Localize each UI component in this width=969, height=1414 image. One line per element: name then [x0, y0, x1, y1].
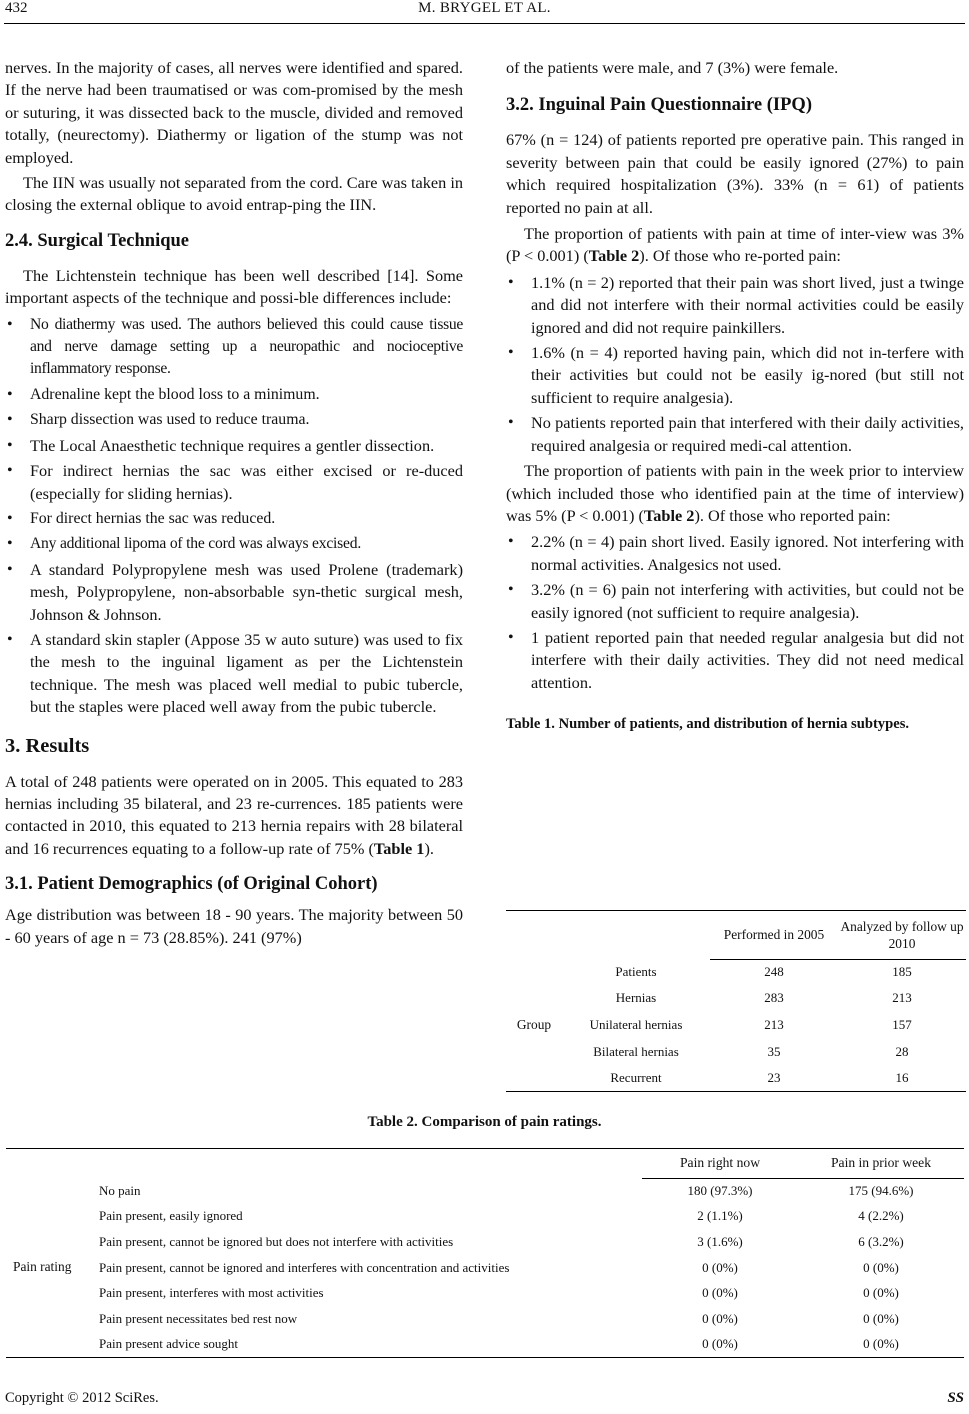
table-reference: Table 2: [643, 505, 695, 525]
text-run: A total of 248 patients were operated on in 2005. This equated to 283 hernias including 35 bilateral, and 23 re-currences. 185 patients were contacted in 2010, this equated to 213 hernia repairs with 28 bilateral and 16 recurrences equating to a follow-up rate of 75% (: [5, 771, 463, 858]
table-row: [6, 1255, 964, 1281]
list-item: • 2.2% (n = 4) pain short lived. Easily ignored. Not interfering with normal activities. Analgesics not used.: [506, 531, 964, 576]
copyright-notice: Copyright © 2012 SciRes.: [5, 1390, 159, 1406]
list-item: • 1.6% (n = 4) reported having pain, which did not in-terfere with their activities but could not be easily ig-nored (but still not sufficient to require analgesia).: [506, 342, 964, 409]
table-cell: 213: [892, 990, 912, 1005]
text-run: ). Of those who re-ported pain:: [639, 246, 841, 266]
table-cell: 0 (0%): [702, 1285, 738, 1301]
row-label: Pain present, interferes with most activities: [99, 1285, 324, 1301]
table1-grid: [506, 911, 966, 1092]
row-label: Recurrent: [562, 1065, 710, 1091]
paragraph: nerves. In the majority of cases, all nerves were identified and spared. If the nerve had been traumatised or was com-promised by the mesh or suturing, it was dissected back to the muscle, divided and removed totally, (neurectomy). Diathermy or ligation of the stump was not employed.: [5, 58, 463, 167]
table-row: [506, 959, 966, 985]
column-header: Analyzed by follow up 2010: [838, 911, 966, 959]
bullet-list: [5, 314, 463, 719]
list-item: • 1.1% (n = 2) reported that their pain was short lived, just a twinge and did not interfere with their normal activities could be easily ignored and did not require painkillers.: [506, 272, 964, 339]
table-cell: 6 (3.2%): [858, 1233, 904, 1249]
bullet-list: [506, 531, 964, 694]
group-label: Pain rating: [6, 1178, 94, 1357]
list-item: • The Local Anaesthetic technique requires a gentler dissection.: [5, 435, 463, 457]
table2-grid: [6, 1149, 964, 1358]
text-run: ). Of those who reported pain:: [694, 505, 891, 525]
list-item: • Adrenaline kept the blood loss to a minimum.: [5, 384, 463, 406]
bullet-list: [506, 272, 964, 457]
table-cell: 28: [895, 1044, 909, 1059]
group-label: Group: [506, 959, 562, 1091]
right-column: [506, 57, 964, 734]
table-cell: 248: [764, 964, 784, 980]
table-corner: [562, 911, 710, 959]
list-item: • 1 patient reported pain that needed regular analgesia but did not interfere with their daily activities. They did not need medical attention.: [506, 627, 964, 694]
row-label: Pain present, easily ignored: [99, 1208, 243, 1224]
row-label: Patients: [615, 964, 657, 979]
table-reference: Table 1: [373, 838, 425, 858]
paragraph: The Lichtenstein technique has been well described [14]. Some important aspects of the technique and possi-ble differences include:: [5, 265, 463, 308]
table-cell: 0 (0%): [863, 1285, 899, 1301]
text-run: ).: [424, 838, 434, 858]
table2-caption: Table 2. Comparison of pain ratings.: [367, 1114, 602, 1130]
table-cell: 2 (1.1%): [697, 1208, 743, 1224]
paragraph: Age distribution was between 18 - 90 years. The majority between 50 - 60 years of age n = 73 (28.85%). 241 (97%): [5, 905, 463, 947]
paragraph: [506, 223, 964, 268]
table-cell: 3 (1.6%): [697, 1233, 743, 1249]
table-cell: 0 (0%): [702, 1259, 738, 1275]
left-column: [5, 57, 463, 949]
paragraph: [506, 460, 964, 527]
column-header: Pain right now: [642, 1149, 798, 1178]
table-cell: 157: [892, 1017, 912, 1032]
list-item: • No diathermy was used. The authors believed this could cause tissue and nerve damage setting up a neuropathic and nocioceptive inflammatory response.: [5, 314, 463, 381]
table-cell: 4 (2.2%): [858, 1208, 904, 1224]
table-cell: 23: [710, 1065, 838, 1091]
table-cell: 0 (0%): [798, 1332, 964, 1358]
row-label: Bilateral hernias: [593, 1044, 679, 1059]
list-item: • A standard skin stapler (Appose 35 w auto suture) was used to fix the mesh to the inguinal ligament as per the Lichtenstein technique. The mesh was placed well medial to pubic tubercle, but the staples were placed well away from the pubic tubercle.: [5, 629, 463, 719]
section-heading: 3.1. Patient Demographics (of Original Cohort): [5, 874, 378, 895]
column-header: Performed in 2005: [710, 911, 838, 959]
section-heading: 3. Results: [5, 734, 90, 757]
list-item: • For indirect hernias the sac was either excised or re-duced (especially for sliding hernias).: [5, 460, 463, 505]
text-run: The proportion of patients with pain in the week prior to interview (which included those who identified pain at the time of interview) was 5% (P < 0.001) (: [506, 461, 964, 525]
journal-abbreviation: SS: [947, 1390, 964, 1406]
table1: [506, 910, 966, 1092]
list-item: • Sharp dissection was used to reduce trauma.: [5, 409, 463, 431]
row-label: Pain present, cannot be ignored and interferes with concentration and activities: [99, 1259, 510, 1275]
paragraph: [5, 771, 463, 861]
paragraph: 67% (n = 124) of patients reported pre operative pain. This ranged in severity between pain that could be easily ignored (27%) to pain which required hospitalization (3%). 33% (n = 61) of patients reported no pain at all.: [506, 130, 964, 217]
paragraph: of the patients were male, and 7 (3%) were female.: [506, 58, 839, 77]
table-row: [506, 1011, 966, 1039]
table-row: [6, 1280, 964, 1306]
text-run: The proportion of patients with pain at time of inter-view was 3% (P < 0.001) (: [506, 224, 964, 266]
table-row: [506, 1065, 966, 1091]
table-row: [506, 985, 966, 1011]
row-label: No pain: [99, 1182, 141, 1198]
table-corner: [506, 911, 562, 959]
table-cell: 0 (0%): [702, 1310, 738, 1326]
row-label: Pain present advice sought: [94, 1332, 642, 1358]
list-item: • No patients reported pain that interfered with their daily activities, required analgesia or required medi-cal attention.: [506, 412, 964, 457]
table-cell: 283: [764, 990, 784, 1005]
paragraph: The IIN was usually not separated from the cord. Care was taken in closing the external oblique to avoid entrap-ping the IIN.: [5, 173, 463, 215]
table-row: [6, 1332, 964, 1358]
table-cell: 0 (0%): [863, 1310, 899, 1326]
table-header-row: [506, 911, 966, 959]
table-row: [506, 1039, 966, 1065]
running-title: M. BRYGEL ET AL.: [418, 0, 551, 16]
row-label: Hernias: [615, 990, 657, 1005]
table-row: [6, 1178, 964, 1204]
header-rule: [4, 23, 965, 24]
section-heading: 3.2. Inguinal Pain Questionnaire (IPQ): [506, 95, 812, 116]
table-corner: [6, 1149, 94, 1178]
table-reference: Table 2: [588, 246, 640, 266]
page-number: 432: [5, 0, 28, 16]
table-cell: 175 (94.6%): [848, 1183, 914, 1199]
list-item: • A standard Polypropylene mesh was used Prolene (trademark) mesh, Polypropylene, non-absorbable syn-thetic surgical mesh, Johnson & Johnson.: [5, 559, 463, 626]
table-corner: [94, 1149, 642, 1178]
list-item: • Any additional lipoma of the cord was always excised.: [5, 533, 463, 555]
table-cell: 213: [764, 1017, 784, 1032]
table-cell: 0 (0%): [642, 1332, 798, 1358]
section-heading: 2.4. Surgical Technique: [5, 230, 190, 251]
row-label: Unilateral hernias: [589, 1017, 683, 1032]
column-header: Pain in prior week: [798, 1149, 964, 1178]
list-item: • For direct hernias the sac was reduced.: [5, 508, 463, 530]
table-cell: 0 (0%): [863, 1259, 899, 1275]
table-cell: 16: [838, 1065, 966, 1091]
table-cell: 180 (97.3%): [687, 1183, 753, 1199]
row-label: Pain present, cannot be ignored but does not interfere with activities: [99, 1233, 454, 1249]
list-item: • 3.2% (n = 6) pain not interfering with activities, but could not be easily ignored (not sufficient to require analgesia).: [506, 579, 964, 624]
table-row: [6, 1306, 964, 1332]
table-header-row: [6, 1149, 964, 1178]
table1-caption: Table 1. Number of patients, and distribution of hernia subtypes.: [506, 716, 910, 733]
row-label: Pain present necessitates bed rest now: [99, 1310, 298, 1326]
table-row: [6, 1204, 964, 1230]
table-row: [6, 1229, 964, 1255]
table2: [6, 1148, 964, 1358]
table-cell: 35: [767, 1044, 781, 1059]
table-cell: 185: [892, 964, 912, 980]
